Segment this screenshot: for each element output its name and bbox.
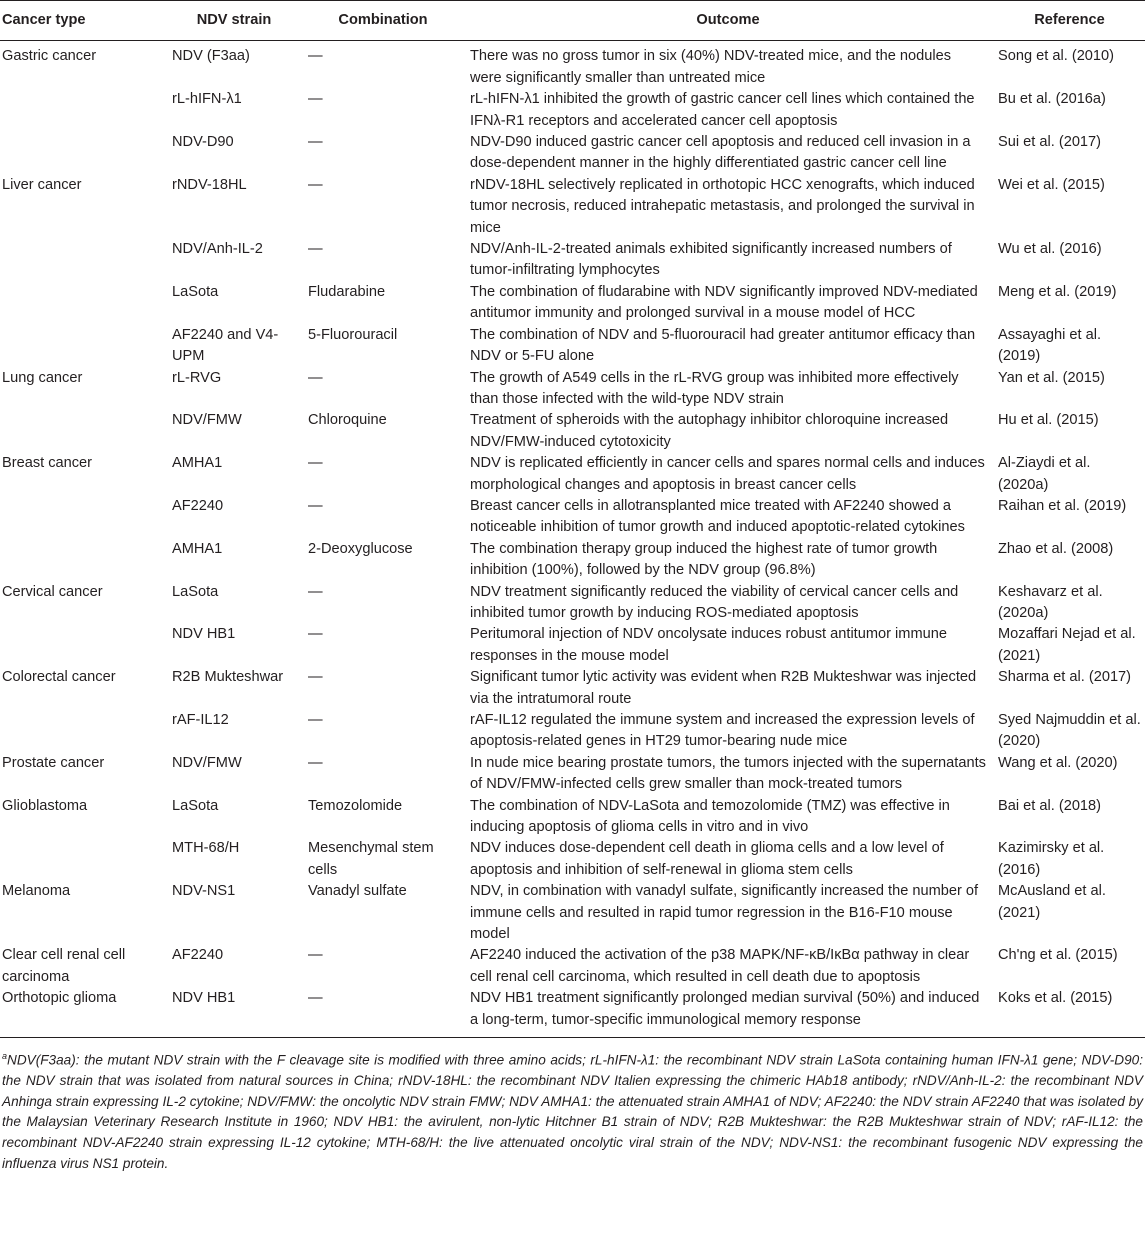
table-row: [0, 239, 1145, 282]
cell-outcome: The combination of NDV and 5-fluorouracil had greater antitumor efficacy than NDV or 5-FU alone: [470, 326, 976, 365]
header-combination: Combination: [300, 1, 462, 41]
cell-outcome: rL-hIFN-λ1 inhibited the growth of gastric cancer cell lines which contained the IFNλ-R1 receptors and accelerated cancer cell apoptosis: [470, 91, 975, 129]
cell-ndv-strain: NDV HB1: [172, 626, 236, 643]
table-row: [0, 410, 1145, 453]
table-header: [0, 1, 1145, 41]
cell-reference: Keshavarz et al. (2020a): [998, 583, 1103, 621]
cell-outcome: Peritumoral injection of NDV oncolysate induces robust antitumor immune responses in the mouse model: [470, 626, 947, 664]
cell-outcome: NDV/Anh-IL-2-treated animals exhibited significantly increased numbers of tumor-infiltrating lymphocytes: [470, 241, 952, 279]
cell-outcome: rAF-IL12 regulated the immune system and increased the expression levels of apoptosis-related genes in HT29 tumor-bearing nude mice: [470, 712, 975, 750]
cell-reference: Sui et al. (2017): [998, 134, 1102, 151]
cell-cancer-type: [0, 496, 164, 539]
header-reference: Reference: [990, 1, 1145, 41]
cell-combination: Chloroquine: [308, 412, 387, 429]
cell-outcome: rNDV-18HL selectively replicated in orthotopic HCC xenografts, which induced tumor necrosis, reduced intrahepatic metastasis, and prolonged the survival in mice: [470, 176, 975, 236]
cell-reference: Wang et al. (2020): [998, 754, 1118, 771]
cell-combination: —: [308, 754, 323, 771]
cell-combination: Fludarabine: [308, 283, 386, 300]
cell-outcome: The growth of A549 cells in the rL-RVG group was inhibited more effectively than those infected with the wild-type NDV strain: [470, 369, 959, 407]
cell-combination: Temozolomide: [308, 797, 403, 814]
cell-ndv-strain: NDV/FMW: [172, 754, 242, 771]
table-row: [0, 945, 1145, 988]
table-row: [0, 710, 1145, 753]
table-row: [0, 838, 1145, 881]
cell-cancer-type: Colorectal cancer: [2, 669, 116, 686]
cell-combination: —: [308, 947, 323, 964]
cell-ndv-strain: NDV/FMW: [172, 412, 242, 429]
cell-cancer-type: [0, 282, 164, 325]
cell-ndv-strain: rNDV-18HL: [172, 176, 247, 193]
table-row: [0, 282, 1145, 325]
cell-combination: —: [308, 497, 323, 514]
table-row: [0, 539, 1145, 582]
cell-outcome: NDV HB1 treatment significantly prolonged median survival (50%) and induced a long-term, tumor-specific immunological memory response: [462, 988, 990, 1037]
cell-cancer-type: Orthotopic glioma: [0, 988, 164, 1037]
table-row: [0, 582, 1145, 625]
cell-cancer-type: Gastric cancer: [2, 48, 97, 65]
table-row: [0, 325, 1145, 368]
cell-reference: Yan et al. (2015): [998, 369, 1105, 386]
cell-outcome: There was no gross tumor in six (40%) NDV-treated mice, and the nodules were significantly smaller than untreated mice: [470, 48, 952, 86]
cell-cancer-type: Cervical cancer: [2, 583, 103, 600]
header-cancer-type: Cancer type: [0, 1, 164, 41]
cell-outcome: NDV induces dose-dependent cell death in glioma cells and a low level of apoptosis and inhibition of self-renewal in glioma stem cells: [470, 840, 944, 878]
footnote-marker: a: [2, 1051, 8, 1062]
cell-reference: Wei et al. (2015): [998, 176, 1105, 193]
table-row: [0, 89, 1145, 132]
cell-reference: Koks et al. (2015): [990, 988, 1145, 1037]
cell-outcome: Breast cancer cells in allotransplanted mice treated with AF2240 showed a noticeable inhibition of tumor growth and induced apoptotic-related cytokines: [470, 497, 965, 536]
cell-ndv-strain: NDV HB1: [164, 988, 300, 1037]
cell-outcome: The combination therapy group induced the highest rate of tumor growth inhibition (100%), followed by the NDV group (96.8%): [470, 540, 938, 579]
cell-ndv-strain: NDV-NS1: [172, 883, 236, 900]
cell-combination: —: [308, 48, 323, 65]
cell-ndv-strain: AF2240: [172, 947, 224, 964]
cell-outcome: Significant tumor lytic activity was evident when R2B Mukteshwar was injected via the intratumoral route: [470, 669, 977, 707]
footnote-text: NDV(F3aa): the mutant NDV strain with the F cleavage site is modified with three amino acids; rL-hIFN-λ1: the recombinant NDV strain LaSota containing human IFN-λ1 gene; NDV-D90: the NDV strain that was isolated from natural sources in China; rNDV-18HL: the recombinant NDV Italien expressing the chimeric HAb18 antibody; rNDV/Anh-IL-2: the recombinant NDV Anhinga strain expressing IL-2 cytokine; NDV/FMW: the oncolytic NDV strain FMW; NDV AMHA1: the attenuated strain AMHA1 of NDV; AF2240: the NDV strain AF2240 that was isolated by the Malaysian Veterinary Research Institute in 1960; NDV HB1: the avirulent, non-lytic Hitchner B1 strain of NDV; R2B Mukteshwar: the R2B Mukteshwar strain of NDV; rAF-IL12: the recombinant NDV-AF2240 strain expressing IL-12 cytokine; MTH-68/H: the live attenuated oncolytic viral strain of the NDV; NDV-NS1: the recombinant fusogenic NDV expressing the influenza virus NS1 protein.: [2, 1052, 1143, 1171]
cell-combination: —: [308, 455, 323, 472]
cell-combination: —: [308, 712, 323, 728]
cell-reference: Ch'ng et al. (2015): [998, 947, 1118, 964]
cell-ndv-strain: AF2240: [172, 497, 224, 514]
cell-reference: Assayaghi et al. (2019): [998, 326, 1102, 365]
cell-reference: Meng et al. (2019): [998, 283, 1117, 300]
cell-combination: —: [308, 669, 323, 686]
cell-outcome: NDV-D90 induced gastric cancer cell apoptosis and reduced cell invasion in a dose-dependent manner in the highly differentiated gastric cancer cell line: [470, 134, 971, 172]
cell-reference: Sharma et al. (2017): [998, 669, 1132, 686]
cell-combination: —: [308, 369, 323, 386]
cell-combination: Vanadyl sulfate: [308, 883, 407, 900]
cell-reference: Mozaffari Nejad et al. (2021): [998, 626, 1136, 664]
cell-ndv-strain: MTH-68/H: [172, 840, 240, 857]
cell-cancer-type: Glioblastoma: [2, 797, 88, 814]
header-ndv-strain: NDV strain: [164, 1, 300, 41]
table-body: [0, 41, 1145, 1038]
cell-ndv-strain: LaSota: [172, 283, 219, 300]
cell-reference: Syed Najmuddin et al. (2020): [998, 712, 1141, 750]
cell-reference: Hu et al. (2015): [998, 412, 1099, 429]
cell-ndv-strain: AF2240 and V4-UPM: [172, 326, 279, 365]
table-row: [0, 41, 1145, 89]
cell-cancer-type: Melanoma: [2, 883, 71, 900]
cell-combination: 5-Fluorouracil: [308, 326, 398, 343]
cell-combination: 2-Deoxyglucose: [308, 540, 413, 557]
table-row: [0, 496, 1145, 539]
table-row: [0, 175, 1145, 239]
table-row: [0, 368, 1145, 411]
cell-reference: Al-Ziaydi et al. (2020a): [998, 455, 1091, 493]
cell-cancer-type: [0, 89, 164, 132]
cell-combination: Mesenchymal stem cells: [308, 840, 434, 878]
cell-outcome: NDV, in combination with vanadyl sulfate, significantly increased the number of immune cells and resulted in rapid tumor regression in the B16-F10 mouse model: [470, 883, 979, 943]
cell-cancer-type: [0, 838, 164, 881]
cell-combination: —: [308, 626, 323, 643]
cell-cancer-type: Liver cancer: [2, 176, 82, 193]
cell-outcome: NDV is replicated efficiently in cancer cells and spares normal cells and induces morphological changes and apoptosis in breast cancer cells: [470, 455, 985, 493]
cell-ndv-strain: LaSota: [172, 583, 219, 600]
cell-ndv-strain: AMHA1: [172, 455, 223, 472]
cell-ndv-strain: rAF-IL12: [172, 712, 229, 728]
cell-combination: —: [308, 583, 323, 600]
cell-reference: Zhao et al. (2008): [998, 540, 1114, 557]
cell-ndv-strain: rL-hIFN-λ1: [172, 91, 242, 108]
cell-reference: Bu et al. (2016a): [998, 91, 1106, 108]
cell-reference: Raihan et al. (2019): [998, 497, 1127, 514]
cell-reference: Song et al. (2010): [998, 48, 1115, 65]
cell-reference: McAusland et al. (2021): [998, 883, 1106, 921]
cell-combination: —: [308, 134, 323, 151]
cell-cancer-type: Lung cancer: [2, 369, 83, 386]
cell-cancer-type: [0, 624, 164, 667]
table-row: [0, 667, 1145, 710]
cell-cancer-type: [0, 325, 164, 368]
cell-cancer-type: Breast cancer: [2, 455, 93, 472]
cell-cancer-type: Prostate cancer: [2, 754, 105, 771]
cell-outcome: NDV treatment significantly reduced the viability of cervical cancer cells and inhibited tumor growth by inducing ROS-mediated apoptosis: [470, 583, 959, 621]
cell-combination: —: [308, 91, 323, 108]
table-row: [0, 988, 1145, 1037]
table-row: [0, 881, 1145, 945]
cell-ndv-strain: NDV/Anh-IL-2: [172, 241, 263, 258]
cell-outcome: The combination of NDV-LaSota and temozolomide (TMZ) was effective in inducing apoptosis of glioma cells in vitro and in vivo: [470, 797, 950, 836]
cell-ndv-strain: R2B Mukteshwar: [172, 669, 284, 686]
header-outcome: Outcome: [462, 1, 990, 41]
cell-ndv-strain: NDV (F3aa): [172, 48, 250, 65]
cell-cancer-type: [0, 710, 164, 753]
cell-cancer-type: [0, 132, 164, 175]
cell-ndv-strain: NDV-D90: [172, 134, 234, 151]
table-row: [0, 624, 1145, 667]
cell-ndv-strain: AMHA1: [172, 540, 223, 557]
cell-reference: Bai et al. (2018): [998, 797, 1102, 814]
cell-cancer-type: [0, 239, 164, 282]
cell-outcome: The combination of fludarabine with NDV significantly improved NDV-mediated antitumor immunity and prolonged survival in a mouse model of HCC: [470, 283, 978, 322]
cell-combination: —: [308, 241, 323, 258]
table-row: [0, 753, 1145, 796]
cell-cancer-type: [0, 539, 164, 582]
cell-combination: —: [308, 176, 323, 193]
cell-reference: Kazimirsky et al. (2016): [998, 840, 1105, 878]
cell-outcome: In nude mice bearing prostate tumors, the tumors injected with the supernatants of NDV/FMW-infected cells grew smaller than mock-treated tumors: [470, 754, 986, 793]
cell-cancer-type: Clear cell renal cell carcinoma: [2, 947, 126, 985]
table-footnote: [0, 1038, 1145, 1174]
cell-reference: Wu et al. (2016): [998, 241, 1102, 258]
table-row: [0, 796, 1145, 839]
cell-ndv-strain: rL-RVG: [172, 369, 222, 386]
table-row: [0, 453, 1145, 496]
cell-outcome: AF2240 induced the activation of the p38 MAPK/NF-κB/IκBα pathway in clear cell renal cell carcinoma, which resulted in cell death due to apoptosis: [470, 947, 970, 985]
cell-ndv-strain: LaSota: [172, 797, 219, 814]
cell-outcome: Treatment of spheroids with the autophagy inhibitor chloroquine increased NDV/FMW-induced cytotoxicity: [470, 412, 949, 450]
table-row: [0, 132, 1145, 175]
cell-cancer-type: [0, 410, 164, 453]
cell-combination: —: [300, 988, 462, 1037]
